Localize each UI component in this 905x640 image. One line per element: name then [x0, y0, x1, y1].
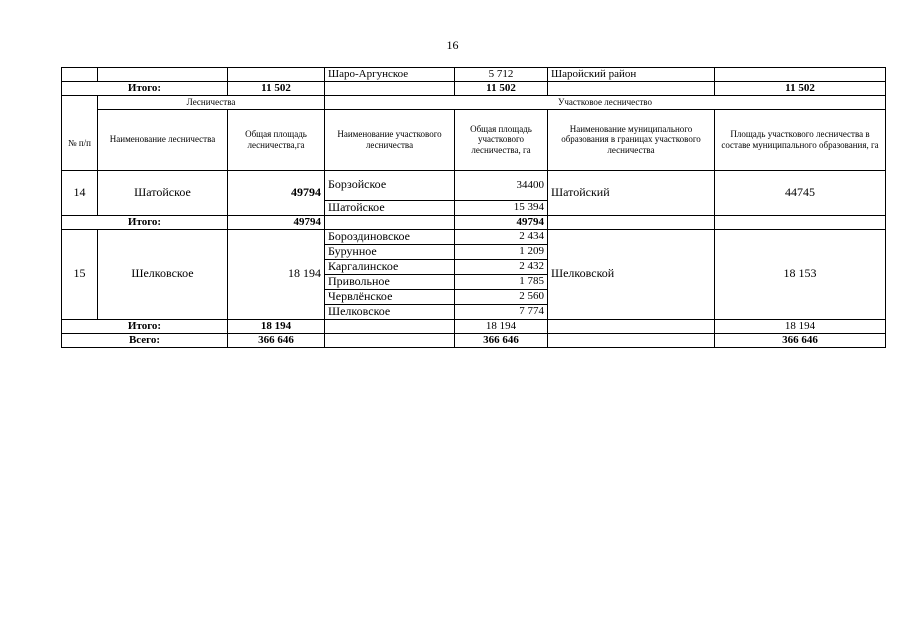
header-group-forestry: Лесничества: [98, 96, 325, 110]
forestry-area: 49794: [228, 170, 325, 215]
plot-name: Шелковское: [325, 304, 455, 319]
header-group-plot: Участковое лесничество: [325, 96, 886, 110]
header-num: № п/п: [62, 110, 98, 171]
row-number: 14: [62, 170, 98, 215]
table-row: [62, 229, 886, 244]
plot-name-cell: Шаро-Аргунское: [325, 68, 455, 82]
plot-name: Бурунное: [325, 244, 455, 259]
municipality-cell: Шаройский район: [548, 68, 715, 82]
municipal-area: 44745: [715, 170, 886, 215]
page-number: 16: [446, 38, 459, 52]
total-plot-area: 18 194: [455, 319, 548, 333]
forestry-name: Шелковское: [98, 229, 228, 319]
total-label: Итого:: [62, 319, 228, 333]
plot-name: Шатойское: [325, 200, 455, 215]
total-plot-area: 11 502: [455, 82, 548, 96]
header-forestry-name: Наименование лесничества: [98, 110, 228, 171]
plot-area: 1 785: [455, 274, 548, 289]
total-plot-area: 49794: [455, 215, 548, 229]
plot-area-cell: 5 712: [455, 68, 548, 82]
plot-name: Червлёнское: [325, 289, 455, 304]
plot-area: 34400: [455, 170, 548, 200]
total-municipal-area: [715, 215, 886, 229]
plot-area: 2 434: [455, 229, 548, 244]
municipality: Шатойский: [548, 170, 715, 215]
total-forestry-area: 49794: [228, 215, 325, 229]
plot-name: Борзойское: [325, 170, 455, 200]
grand-total-plot-area: 366 646: [455, 333, 548, 347]
grand-total-municipal-area: 366 646: [715, 333, 886, 347]
total-label: Итого:: [62, 215, 228, 229]
forestry-area: 18 194: [228, 229, 325, 319]
forestry-table: [61, 67, 886, 348]
forestry-name: Шатойское: [98, 170, 228, 215]
total-row: [62, 319, 886, 333]
header-municipality: Наименование муниципального образования в границах участкового лесничества: [548, 110, 715, 171]
total-row: [62, 82, 886, 96]
total-row: [62, 215, 886, 229]
total-municipal-area: 18 194: [715, 319, 886, 333]
plot-area: 1 209: [455, 244, 548, 259]
plot-area: 15 394: [455, 200, 548, 215]
plot-name: Бороздиновское: [325, 229, 455, 244]
header-plot-area: Общая площадь участкового лесничества, га: [455, 110, 548, 171]
municipality: Шелковской: [548, 229, 715, 319]
total-label: Итого:: [62, 82, 228, 96]
total-forestry-area: 11 502: [228, 82, 325, 96]
table-row: [62, 68, 886, 82]
header-forestry-area: Общая площадь лесничества,га: [228, 110, 325, 171]
plot-name: Привольное: [325, 274, 455, 289]
plot-area: 2 560: [455, 289, 548, 304]
grand-total-forestry-area: 366 646: [228, 333, 325, 347]
plot-area: 2 432: [455, 259, 548, 274]
header-plot-name: Наименование участкового лесничества: [325, 110, 455, 171]
header-municipal-area: Площадь участкового лесничества в составе муниципального образования, га: [715, 110, 886, 171]
plot-area: 7 774: [455, 304, 548, 319]
grand-total-row: [62, 333, 886, 347]
row-number: 15: [62, 229, 98, 319]
header-row: [62, 110, 886, 171]
total-forestry-area: 18 194: [228, 319, 325, 333]
header-group-row: [62, 96, 886, 110]
total-municipal-area: 11 502: [715, 82, 886, 96]
municipal-area: 18 153: [715, 229, 886, 319]
table-row: [62, 170, 886, 200]
grand-total-label: Всего:: [62, 333, 228, 347]
plot-name: Каргалинское: [325, 259, 455, 274]
